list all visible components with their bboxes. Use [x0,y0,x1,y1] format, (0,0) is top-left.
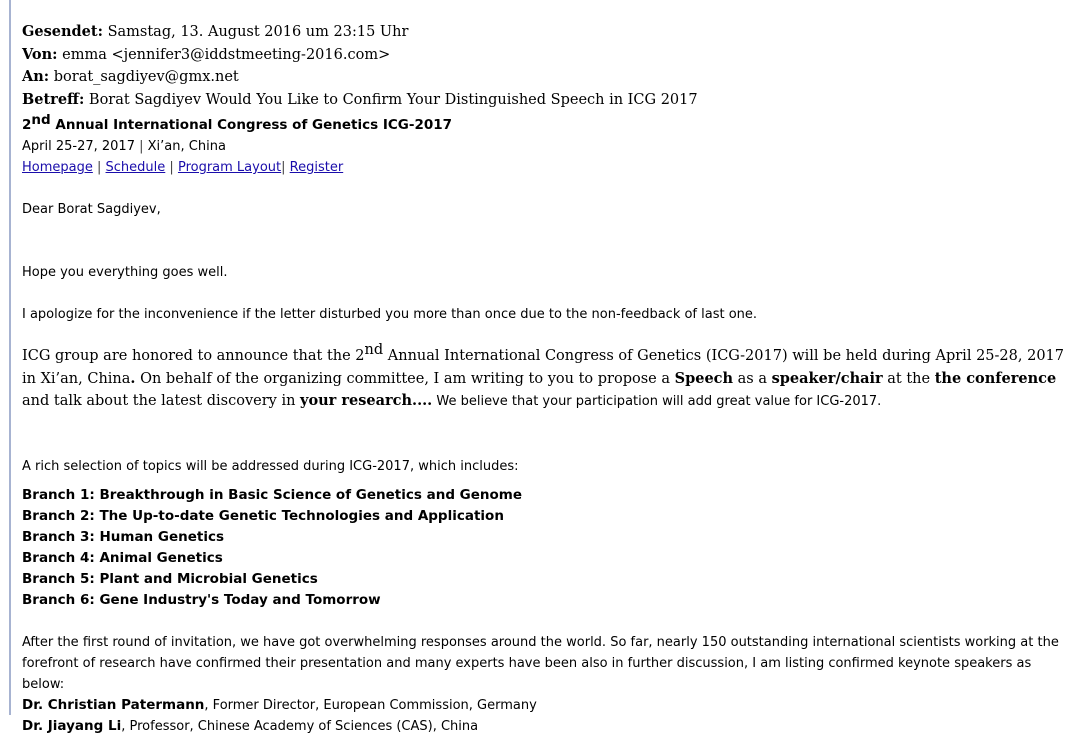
header-from-label: Von: [22,45,58,63]
branch-item: Branch 3: Human Genetics [22,528,224,545]
announce-text: ICG group are honored to announce that the 2 [22,348,365,364]
announce-speech: Speech [674,369,734,387]
branch-item: Branch 1: Breakthrough in Basic Science of Genetics and Genome [22,486,523,503]
speaker-desc: , Former Director, European Commission, Germany [204,697,537,713]
header-from-value[interactable]: emma <jennifer3@iddstmeeting-2016.com> [62,46,391,63]
link-schedule[interactable]: Schedule [105,160,166,175]
event-title-suffix: nd [31,112,51,128]
header-sent [22,21,1072,44]
link-program-layout[interactable]: Program Layout [177,160,282,175]
event-title-number: 2 [22,117,32,133]
event-date: April 25-27, 2017 [22,139,135,154]
separator: | [97,160,102,175]
invitation-paragraph: After the first round of invitation, we have got overwhelming responses around the world. So far, nearly 150 outstanding international scientists working at the forefront of research have confirmed their presentation and many experts have been also in further discussion, I am listing confirmed keynote speakers as below: [22,634,1059,692]
event-title-text: Annual International Congress of Genetics ICG-2017 [50,117,453,133]
announce-text: Annual International Congress of Genetics (ICG-2017) will be held during April 25-28, 2017 in Xi’an, China [22,348,1064,387]
event-links [22,157,1072,178]
header-subject-value: Borat Sagdiyev Would You Like to Confirm Your Distinguished Speech in ICG 2017 [88,91,698,108]
topics-intro: A rich selection of topics will be addressed during ICG-2017, which includes: [22,458,519,474]
header-sent-value: Samstag, 13. August 2016 um 23:15 Uhr [107,24,409,40]
header-to [22,66,1072,89]
branch-item: Branch 2: The Up-to-date Genetic Technologies and Application [22,507,504,524]
quote-bar [9,0,11,715]
speaker-desc: , Professor, Chinese Academy of Sciences (CAS), China [121,718,479,734]
announce-text: and talk about the latest discovery in [22,393,301,409]
hope-line: Hope you everything goes well. [22,265,228,280]
branch-list [22,485,1072,611]
event-title [22,114,1072,136]
announce-text: On behalf of the organizing committee, I am writing to you to propose a [135,370,675,387]
announce-text: as a [733,370,772,387]
announce-dot: . [130,369,136,387]
speaker-item [22,695,1072,716]
header-subject [22,89,1072,112]
header-from [22,44,1072,67]
separator: | [281,160,286,175]
branch-item: Branch 4: Animal Genetics [22,549,223,566]
branch-item: Branch 5: Plant and Microbial Genetics [22,570,318,587]
header-to-label: An: [22,68,50,85]
apology-line: I apologize for the inconvenience if the letter disturbed you more than once due to the non-feedback of last one. [22,307,758,322]
announce-your-research: your research.... [300,392,433,409]
announce-text: at the [882,370,935,387]
separator: | [169,160,174,175]
event-location: Xi’an, China [147,139,226,154]
announcement-paragraph [22,342,1074,413]
speaker-name: Dr. Christian Patermann [22,696,205,713]
branch-item: Branch 6: Gene Industry's Today and Tomorrow [22,591,381,608]
announce-speaker-chair: speaker/chair [771,369,883,387]
speaker-name: Dr. Jiayang Li [22,717,122,734]
announce-conference: the conference [934,369,1057,387]
separator: | [139,139,144,154]
link-homepage[interactable]: Homepage [22,160,93,175]
speaker-item [22,716,1072,737]
link-register[interactable]: Register [289,160,344,175]
announce-suffix: nd [364,342,384,358]
header-subject-label: Betreff: [22,90,85,108]
greeting: Dear Borat Sagdiyev, [22,202,161,217]
announce-believe: We believe that your participation will add great value for ICG-2017. [432,394,882,409]
event-date-location [22,136,1072,157]
header-to-value[interactable]: borat_sagdiyev@gmx.net [53,69,239,85]
header-sent-label: Gesendet: [22,23,103,40]
email-body [22,21,1072,737]
